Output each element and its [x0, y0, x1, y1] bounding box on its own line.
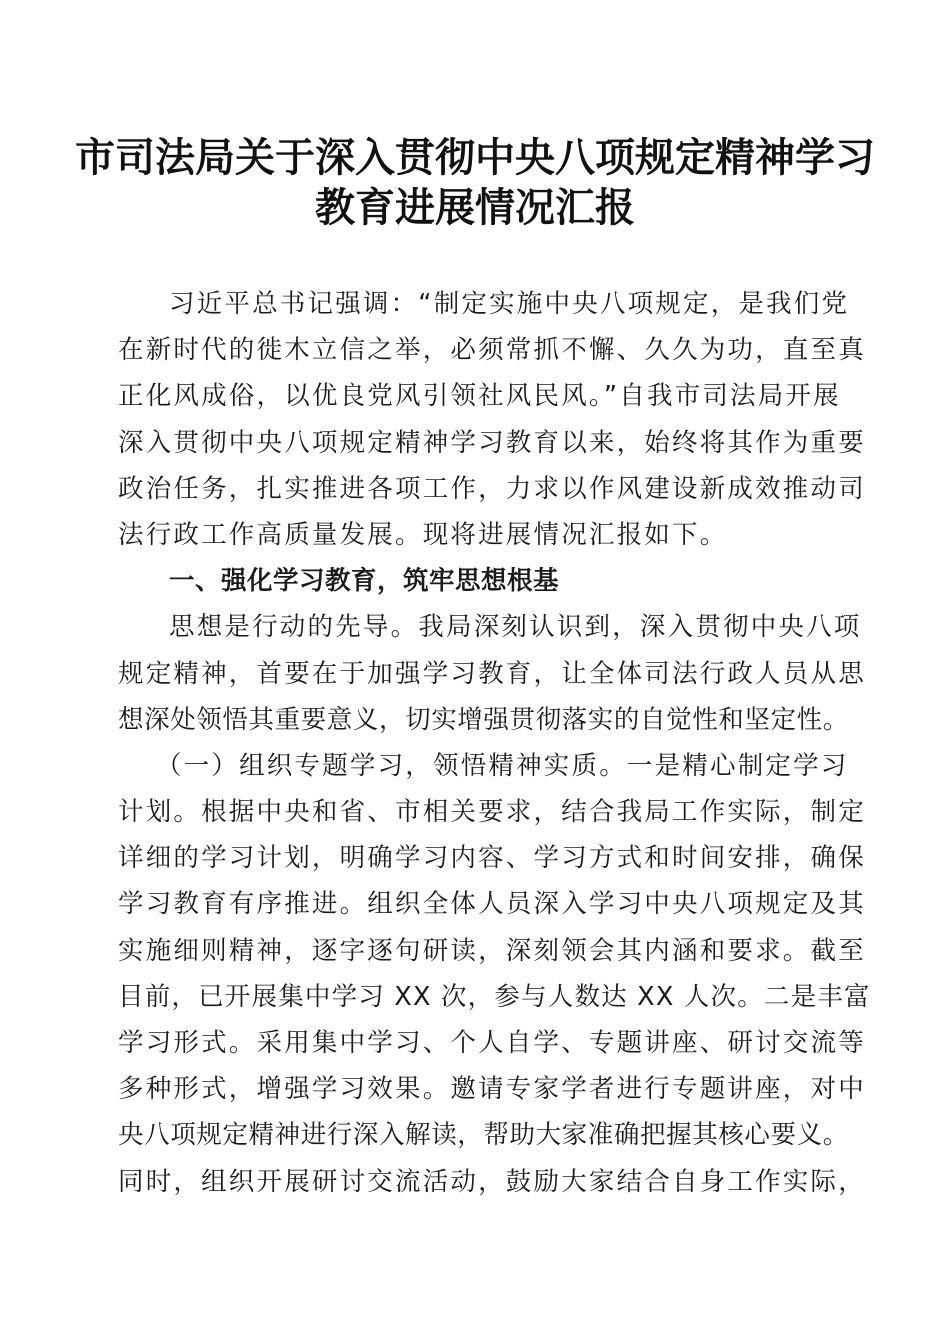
body-line: 法行政工作高质量发展。现将进展情况汇报如下。	[118, 519, 728, 550]
document-title-line-1: 市司法局关于深入贯彻中央八项规定精神学习	[75, 134, 875, 181]
body-line: 同时，组织开展研讨交流活动，鼓励大家结合自身工作实际，	[118, 1166, 866, 1197]
body-line: 多种形式，增强学习效果。邀请专家学者进行专题讲座，对中	[118, 1074, 866, 1105]
body-line: 规定精神，首要在于加强学习教育，让全体司法行政人员从思	[118, 658, 866, 689]
body-line: 学习形式。采用集中学习、个人自学、专题讲座、研讨交流等	[118, 1028, 866, 1058]
body-line: 思想是行动的先导。我局深刻认识到，深入贯彻中央八项	[169, 612, 862, 643]
section-heading: 一、强化学习教育，筑牢思想根基	[169, 566, 560, 597]
body-line: 习近平总书记强调：“制定实施中央八项规定，是我们党	[169, 289, 850, 319]
body-line: （一）组织专题学习，领悟精神实质。一是精心制定学习	[156, 750, 849, 781]
body-line: 详细的学习计划，明确学习内容、学习方式和时间安排，确保	[118, 843, 866, 874]
body-line: 计划。根据中央和省、市相关要求，结合我局工作实际，制定	[118, 797, 866, 828]
body-line: 想深处领悟其重要意义，切实增强贯彻落实的自觉性和坚定性。	[118, 704, 849, 735]
body-line: 实施细则精神，逐字逐句研读，深刻领会其内涵和要求。截至	[118, 935, 866, 966]
body-line: 政治任务，扎实推进各项工作，力求以作风建设新成效推动司	[118, 473, 866, 504]
body-line: 学习教育有序推进。组织全体人员深入学习中央八项规定及其	[118, 889, 866, 920]
body-line: 央八项规定精神进行深入解读，帮助大家准确把握其核心要义。	[118, 1120, 849, 1151]
document-body	[118, 281, 871, 1205]
body-line: 目前，已开展集中学习 XX 次，参与人数达 XX 人次。二是丰富	[118, 981, 871, 1012]
body-line: 正化风成俗，以优良党风引领社风民风。”自我市司法局开展	[118, 381, 841, 412]
body-line: 在新时代的徙木立信之举，必须常抓不懈、久久为功，直至真	[118, 335, 866, 366]
document-title-line-2: 教育进展情况汇报	[315, 184, 635, 231]
body-line: 深入贯彻中央八项规定精神学习教育以来，始终将其作为重要	[118, 427, 866, 458]
